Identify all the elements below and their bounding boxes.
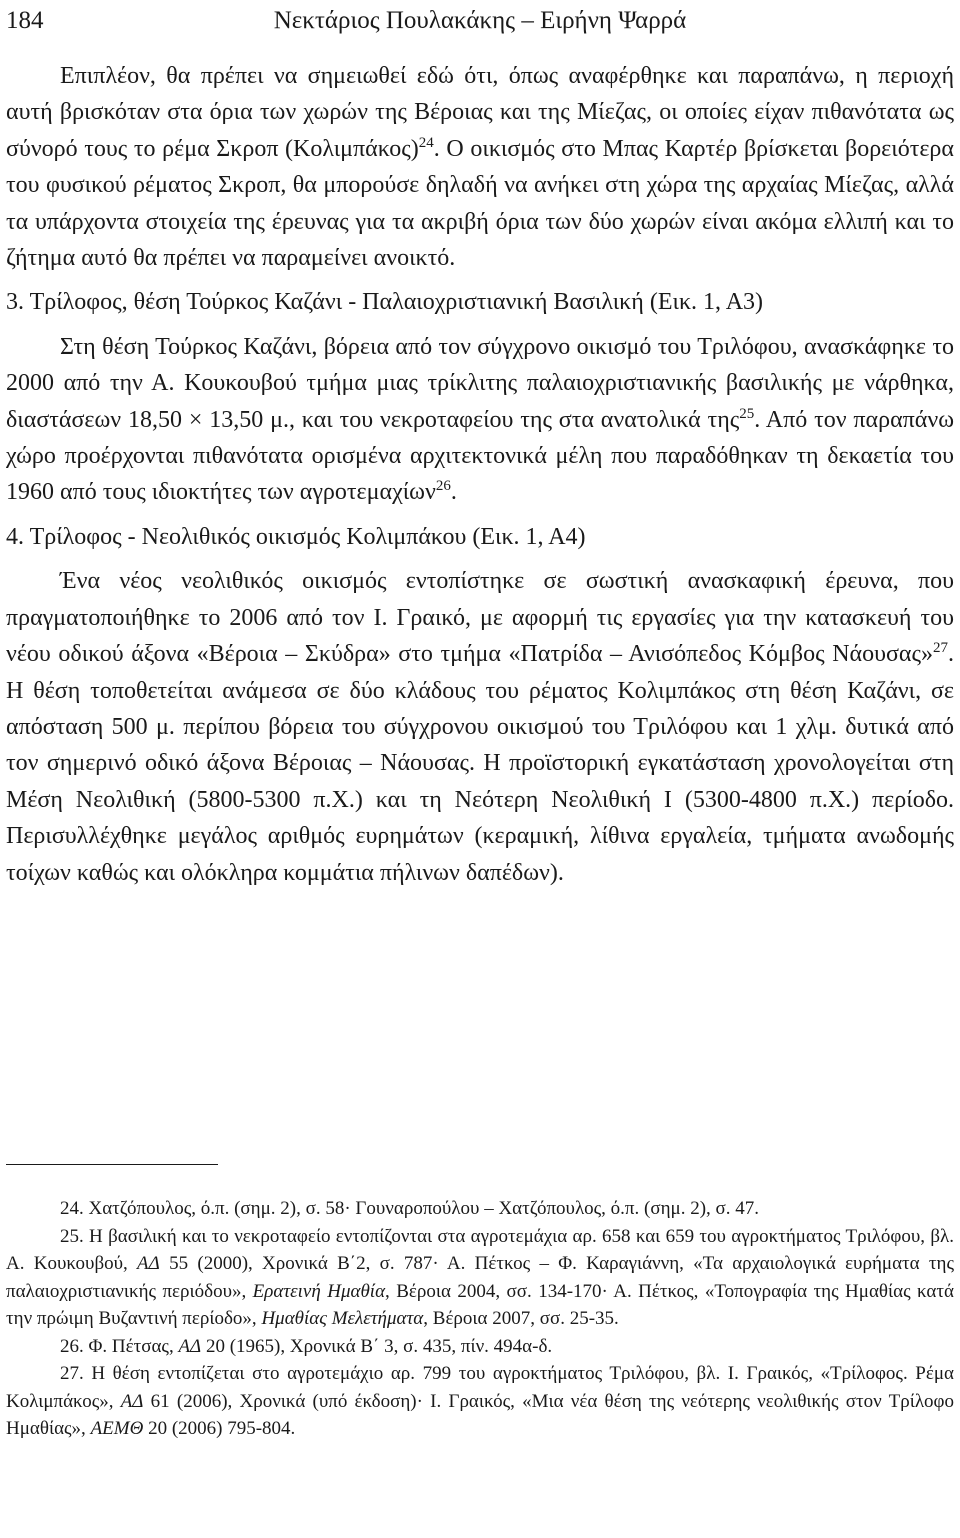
text-run: Στη θέση Τούρκος Καζάνι, βόρεια από τον σύγχρονο οικισμό του Τριλόφου, ανασκάφηκε το 2000 από την Α. Κουκουβού τμήμα μιας τρίκλιτης παλαιοχριστιανικής βασιλικής με νάρθηκα, διαστάσεων 18,50 × 13,50 μ., και του νεκροταφείου της στα ανατολικά της [6, 333, 954, 433]
footnote-25 [6, 1223, 954, 1333]
paragraph [6, 58, 954, 276]
text-run: 61 (2006), Χρονικά (υπό έκδοση)· Ι. Γραικός, «Μια νέα θέση της νεότερης νεολιθικής στον Τρίλοφο Ημαθίας», [6, 1390, 954, 1439]
footnote-26 [6, 1333, 954, 1361]
footnote-ref-24[interactable]: 24 [418, 134, 434, 151]
text-run: Ένα νέος νεολιθικός οικισμός εντοπίστηκε σε σωστική ανασκαφική έρευνα, που πραγματοποιήθηκε το 2006 από τον Ι. Γραικό, με αφορμή τις εργασίες για την κατασκευή του νέου οδικού άξονα «Βέροια – Σκύδρα» στο τμήμα «Πατρίδα – Ανισόπεδος Κόμβος Νάουσας» [6, 568, 954, 668]
journal-title: Ερατεινή Ημαθία [252, 1280, 386, 1302]
journal-abbrev: ΑΕΜΘ [90, 1418, 144, 1439]
page-header [6, 6, 954, 36]
text-run: , Βέροια 2004, σσ. 134-170· Α. Πέτκος, «Τοπογραφία της Ημαθίας κατά την πρώιμη Βυζαντινή περίοδο», [6, 1280, 954, 1329]
footnote-divider [6, 1164, 218, 1165]
journal-abbrev: ΑΔ [120, 1390, 144, 1412]
text-run: 20 (2006) 795-804. [143, 1418, 296, 1439]
text-run: . [450, 479, 457, 506]
text-run: , Βέροια 2007, σσ. 25-35. [423, 1308, 619, 1329]
paragraph [6, 563, 954, 891]
text-run: 25. Η βασιλική και το νεκροταφείο εντοπίζονται στα αγροτεμάχια αρ. 658 και 659 του αγροκτήματος Τριλόφου, βλ. Α. Κουκουβού, [6, 1225, 954, 1274]
footnote-ref-25[interactable]: 25 [739, 405, 755, 422]
running-title: Νεκτάριος Πουλακάκης – Ειρήνη Ψαρρά [273, 7, 687, 34]
page-number: 184 [6, 7, 44, 34]
text-run: 26. Φ. Πέτσας, [60, 1335, 179, 1357]
main-text [6, 58, 954, 891]
footnotes [6, 1195, 954, 1443]
footnote-ref-27[interactable]: 27 [933, 640, 948, 657]
text-run: 27. Η θέση εντοπίζεται στο αγροτεμάχιο αρ. 799 του αγροκτήματος Τριλόφου, βλ. Ι. Γραικός, «Τρίλοφος. Ρέμα Κολιμπάκος», [6, 1363, 954, 1412]
journal-abbrev: ΑΔ [137, 1253, 160, 1274]
footnote-24: 24. Χατζόπουλος, ό.π. (σημ. 2), σ. 58· Γουναροπούλου – Χατζόπουλος, ό.π. (σημ. 2), σ. 47. [60, 1198, 760, 1219]
text-run: Επιπλέον, θα πρέπει να σημειωθεί εδώ ότι, όπως αναφέρθηκε και παραπάνω, η περιοχή αυτή βρισκόταν στα όρια των χωρών της Βέροιας και της Μίεζας, οι οποίες είχαν πιθανότατα ως σύνορό τους το ρέμα Σκροπ (Κολιμπάκος) [6, 63, 954, 162]
journal-abbrev: ΑΔ [178, 1335, 202, 1357]
text-run: 55 (2000), Χρονικά Β΄2, σ. 787· Α. Πέτκος – Φ. Καραγιάννη, «Τα αρχαιολογικά ευρήματα της παλαιοχριστιανικής περιόδου», [6, 1253, 954, 1302]
section-heading-3: 3. Τρίλοφος, θέση Τούρκος Καζάνι - Παλαιοχριστιανική Βασιλική (Εικ. 1, Α3) [6, 289, 764, 316]
text-run: . Η θέση τοποθετείται ανάμεσα σε δύο κλάδους του ρέματος Κολιμπάκος στη θέση Καζάνι, σε απόσταση 500 μ. περίπου βόρεια του σύγχρονου οικισμού του Τριλόφου και 1 χλμ. δυτικά από τον σημερινό οδικό άξονα Βέροιας – Νάουσας. Η προϊστορική εγκατάσταση χρονολογείται στη Μέση Νεολιθική (5800-5300 π.Χ.) και τη Νεότερη Νεολιθική Ι (5300-4800 π.Χ.) περίοδο. Περισυλλέχθηκε μεγάλος αριθμός ευρημάτων (κεραμική, λίθινα εργαλεία, τμήματα ανωδομής τοίχων καθώς και ολόκληρα κομμάτια πήλινων δαπέδων). [6, 641, 954, 886]
journal-title: Ημαθίας Μελετήματα [261, 1308, 424, 1329]
section-heading-4: 4. Τρίλοφος - Νεολιθικός οικισμός Κολιμπάκου (Εικ. 1, Α4) [6, 523, 586, 550]
text-run: . Από τον παραπάνω χώρο προέρχονται πιθανότατα ορισμένα αρχιτεκτονικά μέλη που παραδόθηκαν τη δεκαετία του 1960 από τους ιδιοκτήτες των αγροτεμαχίων [6, 406, 955, 506]
text-run: 20 (1965), Χρονικά Β΄ 3, σ. 435, πίν. 494α-δ. [201, 1335, 553, 1357]
footnote-ref-26[interactable]: 26 [435, 478, 451, 495]
paragraph [6, 329, 954, 511]
text-run: . Ο οικισμός στο Μπας Καρτέρ βρίσκεται βορειότερα του φυσικού ρέματος Σκροπ, θα μπορούσε δηλαδή να ανήκει στη χώρα της αρχαίας Μίεζας, αλλά τα υπάρχοντα στοιχεία της έρευνας για τα ακριβή όρια των δύο χωρών είναι ακόμα ελλιπή και το ζήτημα αυτό θα πρέπει να παραμείνει ανοικτό. [6, 135, 954, 272]
footnote-27 [6, 1360, 954, 1443]
